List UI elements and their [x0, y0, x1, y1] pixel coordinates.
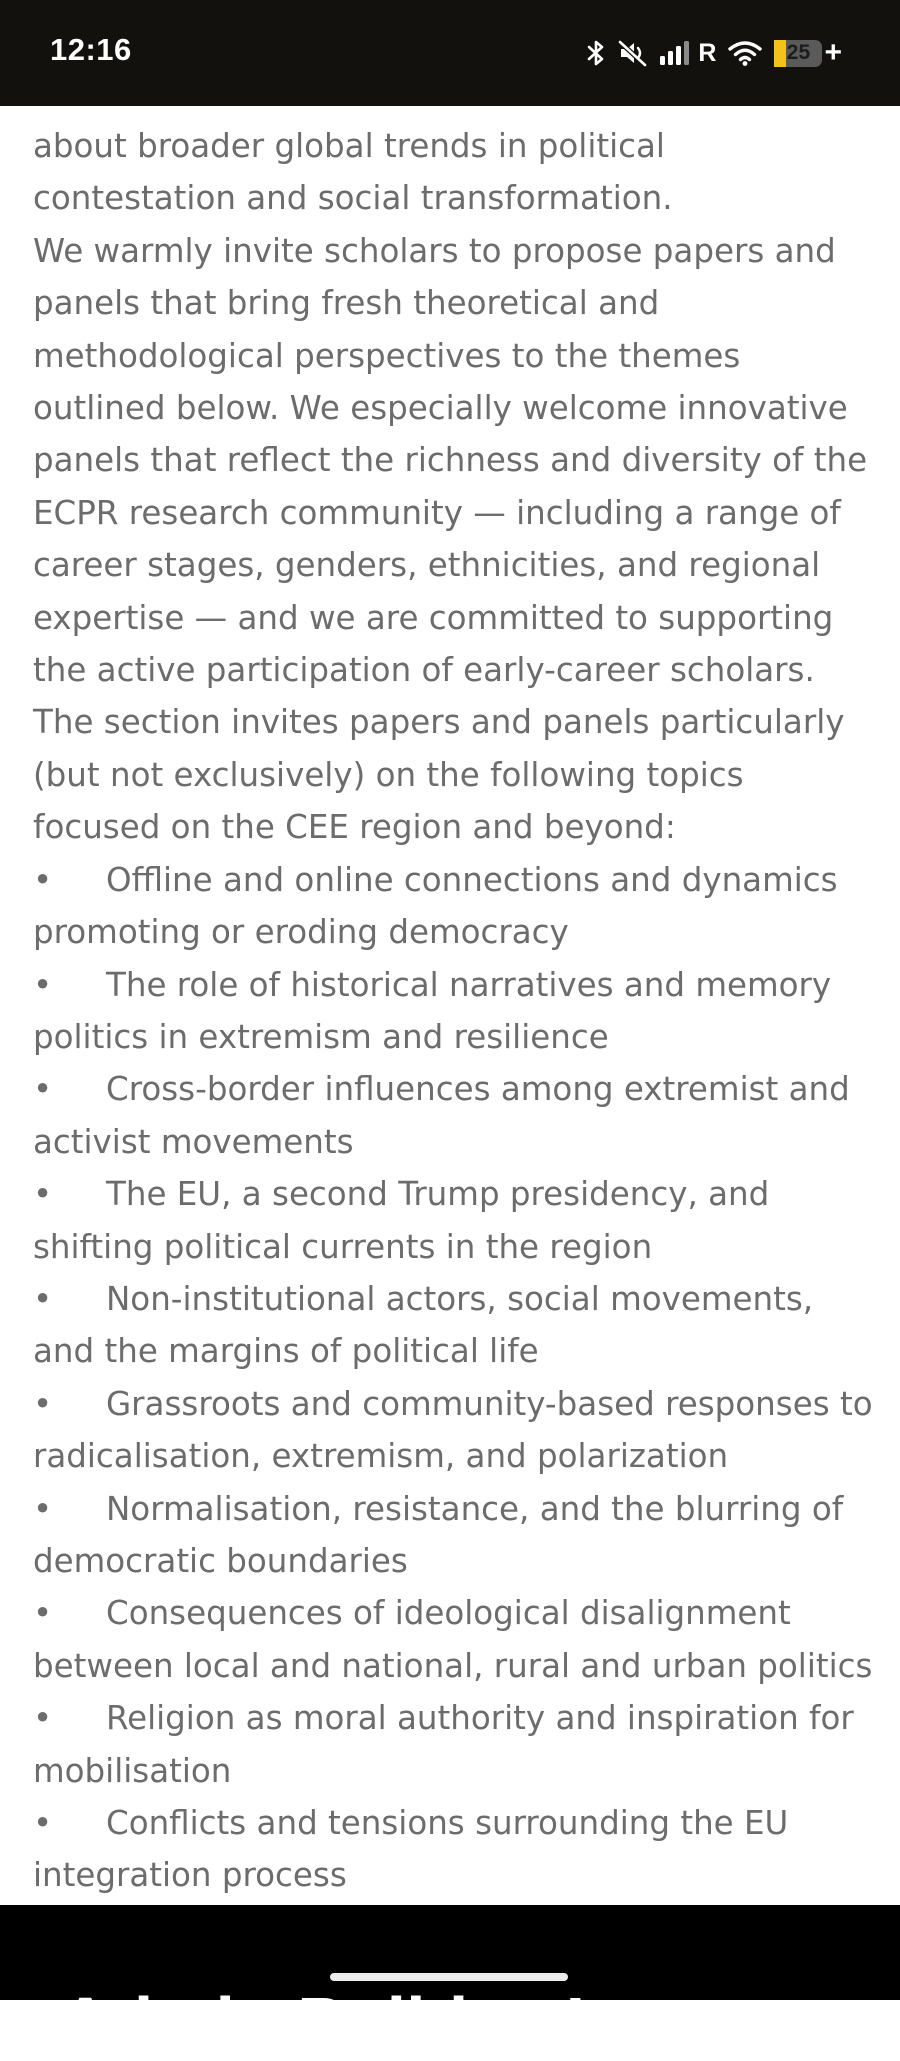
article-content	[33, 120, 873, 1902]
list-item	[33, 1378, 873, 1483]
list-item	[33, 1797, 873, 1902]
signal-icon	[660, 40, 694, 66]
bullet-marker: •	[33, 1489, 53, 1528]
bullet-marker: •	[33, 1070, 53, 1109]
topic-text: Consequences of ideological disalignment between local and national, rural and urban politics	[33, 1594, 873, 1685]
topic-text: The EU, a second Trump presidency, and shifting political currents in the region	[33, 1175, 770, 1266]
topic-text: Grassroots and community-based responses to radicalisation, extremism, and polarization	[33, 1384, 873, 1476]
home-indicator[interactable]	[330, 1973, 568, 1981]
list-item	[33, 1273, 873, 1378]
status-bar	[0, 0, 900, 106]
battery-icon	[774, 36, 842, 70]
bullet-marker: •	[33, 965, 53, 1004]
intro-continuation-paragraph: about broader global trends in political contestation and social transformation.	[33, 127, 673, 218]
list-item	[33, 1063, 873, 1168]
bullet-marker: •	[33, 1699, 53, 1738]
topic-text: The role of historical narratives and memory politics in extremism and resilience	[33, 965, 832, 1056]
list-item	[33, 1692, 873, 1797]
network-type-label: R	[698, 38, 717, 67]
list-item	[33, 1587, 873, 1692]
bluetooth-icon	[586, 39, 606, 67]
charging-indicator: +	[824, 36, 842, 69]
status-time: 12:16	[50, 32, 132, 67]
wifi-icon	[728, 40, 762, 66]
bullet-marker: •	[33, 1279, 53, 1318]
topics-intro-paragraph: The section invites papers and panels particularly (but not exclusively) on the following topics focused on the CEE region and beyond:	[33, 703, 845, 847]
mute-icon	[618, 39, 648, 67]
list-item	[33, 1483, 873, 1588]
bullet-marker: •	[33, 1384, 53, 1423]
topic-text: Religion as moral authority and inspiration for mobilisation	[33, 1699, 854, 1790]
topic-text: Cross-border influences among extremist and activist movements	[33, 1070, 850, 1161]
topic-text: Conflicts and tensions surrounding the EU integration process	[33, 1804, 789, 1895]
list-item	[33, 1168, 873, 1273]
list-item	[33, 854, 873, 959]
topic-text: Normalisation, resistance, and the blurring of democratic boundaries	[33, 1489, 844, 1580]
topics-list	[33, 854, 873, 1902]
bullet-marker: •	[33, 1594, 53, 1633]
section-heading-peek: Admin Politics L	[60, 1983, 609, 2061]
bullet-marker: •	[33, 1175, 53, 1214]
bullet-marker: •	[33, 860, 53, 899]
battery-body	[774, 40, 822, 67]
invitation-paragraph: We warmly invite scholars to propose papers and panels that bring fresh theoretical and methodological perspectives to the themes outlined below. We especially welcome innovative panels that reflect the richness and diversity of the ECPR research community — including a range of career stages, genders, ethnicities, and regional expertise — and we are committed to supporting the active participation of early-career scholars.	[33, 231, 868, 690]
bottom-dark-section	[0, 1905, 900, 2061]
topic-text: Non-institutional actors, social movements, and the margins of political life	[33, 1279, 814, 1371]
topic-text: Offline and online connections and dynamics promoting or eroding democracy	[33, 860, 838, 952]
bullet-marker: •	[33, 1804, 53, 1842]
status-icons	[586, 36, 842, 70]
list-item	[33, 959, 873, 1064]
battery-level: 25	[786, 41, 811, 64]
